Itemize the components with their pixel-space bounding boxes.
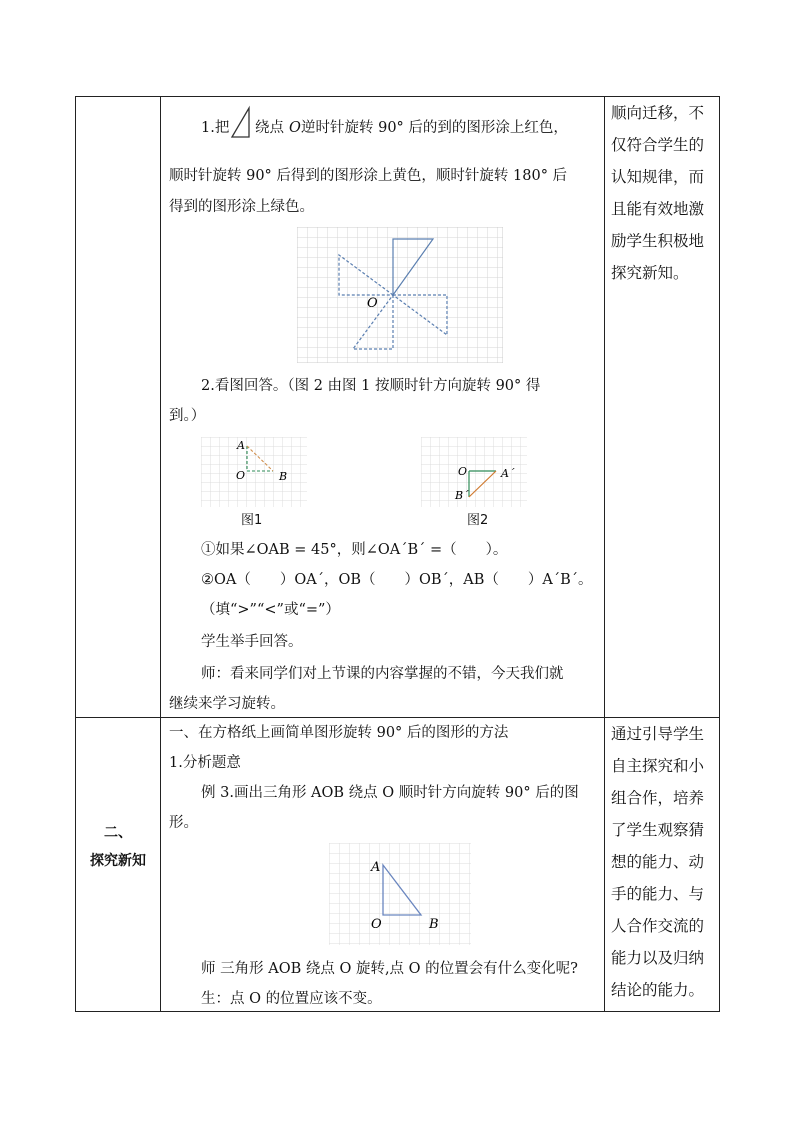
- triangle-icon: [229, 105, 253, 139]
- note-2-line: 能力以及归纳: [611, 949, 705, 967]
- fig3-label-o: O: [371, 917, 382, 932]
- question-2: ②OA（ ）OA´，OB（ ）OB´，AB（ ）A´B´。: [201, 572, 593, 588]
- note-1-line: 认知规律，而: [611, 168, 705, 186]
- note-1-line: 顺向迁移，不: [611, 104, 705, 122]
- fig2-caption: 图2: [467, 513, 489, 528]
- question-2-hint: （填“>”“<”或“=”）: [201, 602, 340, 618]
- student-answer: 学生举手回答。: [201, 634, 303, 650]
- teacher-line-1: 师：看来同学们对上节课的内容掌握的不错，今天我们就: [201, 666, 564, 682]
- task1-line3: 得到的图形涂上绿色。: [169, 199, 314, 215]
- figure-1: [201, 437, 307, 507]
- note-1-line: 仅符合学生的: [611, 136, 705, 154]
- task1-point: O: [289, 120, 301, 136]
- fig1-label-a: A: [237, 439, 245, 452]
- figure-3: [329, 843, 471, 945]
- fig1-label-b: B: [279, 470, 288, 483]
- stage-title: 探究新知: [90, 853, 146, 869]
- stage-cell-2: [76, 718, 161, 1012]
- figure-2: [421, 437, 527, 507]
- note-1-line: 励学生积极地: [611, 232, 705, 250]
- note-2-line: 组合作，培养: [611, 789, 705, 807]
- stage-cell-1: [76, 97, 161, 718]
- note-2-line: 手的能力、与: [611, 885, 705, 903]
- note-2-line: 了学生观察猜: [611, 821, 705, 839]
- lesson-table: [75, 96, 720, 1012]
- note-cell-1: [605, 97, 720, 718]
- task2-line2: 到。）: [169, 408, 206, 424]
- fig2-label-o: O: [458, 465, 468, 478]
- fig2-label-a: A´: [501, 467, 515, 480]
- activity-cell-1: [161, 97, 605, 718]
- rotation-figure: [297, 227, 503, 363]
- student-answer-2: 生：点 O 的位置应该不变。: [201, 991, 382, 1007]
- teacher-question: 师 三角形 AOB 绕点 O 旋转,点 O 的位置会有什么变化呢?: [201, 961, 578, 977]
- note-1-line: 且能有效地激: [611, 200, 705, 218]
- note-2-line: 想的能力、动: [611, 853, 705, 871]
- task1-line2: 顺时针旋转 90° 后得到的图形涂上黄色，顺时针旋转 180° 后: [169, 168, 568, 184]
- example-line-1: 例 3.画出三角形 AOB 绕点 O 顺时针方向旋转 90° 后的图: [201, 785, 579, 801]
- example-line-2: 形。: [169, 815, 198, 831]
- note-2-line: 通过引导学生: [611, 725, 705, 743]
- teacher-line-2: 继续来学习旋转。: [169, 696, 285, 712]
- task1-text: 逆时针旋转 90° 后的到的图形涂上红色，: [301, 120, 568, 136]
- note-2-line: 人合作交流的: [611, 917, 705, 935]
- fig3-label-b: B: [429, 917, 439, 932]
- stage-number: 二、: [104, 825, 132, 841]
- point-o-label: O: [367, 296, 378, 311]
- question-1: ①如果∠OAB = 45°，则∠OA´B´ =（ ）。: [201, 542, 508, 558]
- fig3-label-a: A: [371, 860, 381, 875]
- method-heading: 一、在方格纸上画简单图形旋转 90° 后的图形的方法: [169, 725, 509, 741]
- note-2-line: 自主探究和小: [611, 757, 705, 775]
- activity-cell-2: [161, 718, 605, 1012]
- note-1-line: 探究新知。: [611, 264, 689, 282]
- fig1-caption: 图1: [241, 513, 263, 528]
- note-cell-2: [605, 718, 720, 1012]
- fig2-label-b: B´: [455, 489, 469, 502]
- task1-prefix: 1.把: [201, 120, 230, 136]
- note-2-line: 结论的能力。: [611, 981, 705, 999]
- task1-around: 绕点: [255, 120, 284, 136]
- sub-heading: 1.分析题意: [169, 755, 241, 771]
- task2-line1: 2.看图回答。（图 2 由图 1 按顺时针方向旋转 90° 得: [201, 378, 541, 394]
- fig1-label-o: O: [236, 469, 246, 482]
